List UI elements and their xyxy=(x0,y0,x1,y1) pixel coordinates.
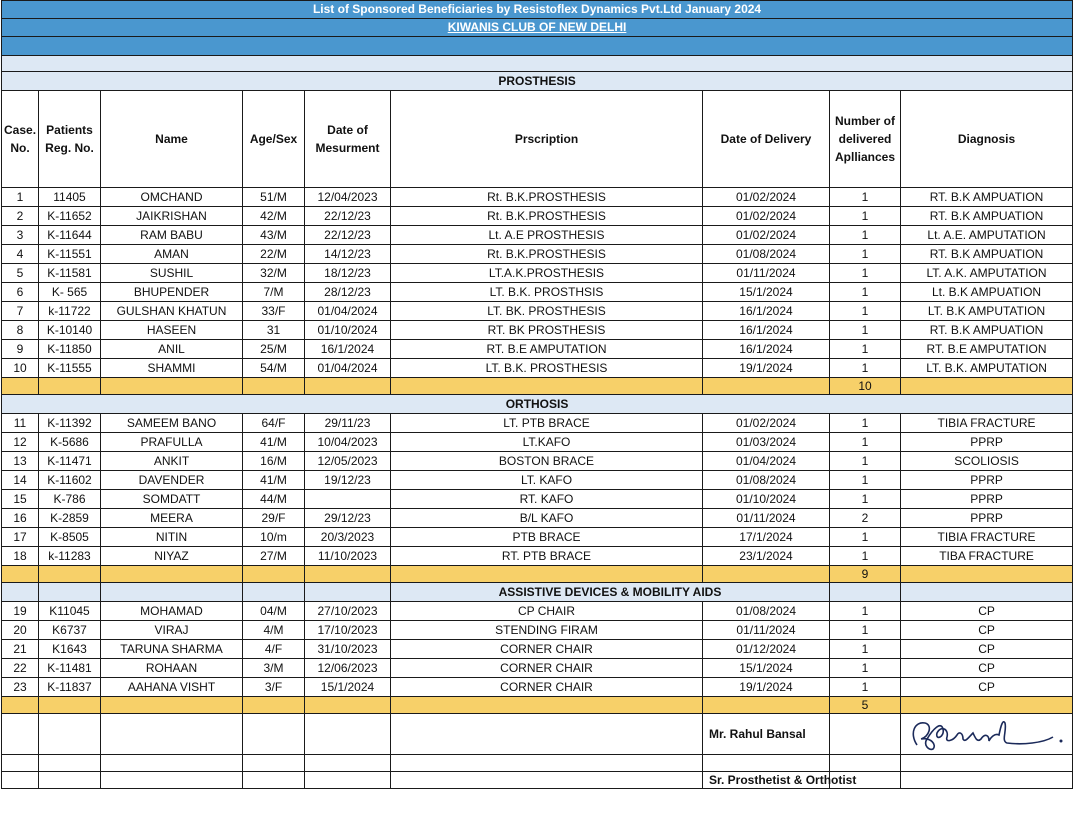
cell-diagnosis: LT. A.K. AMPUTATION xyxy=(901,264,1073,283)
col-header-date-delivery: Date of Delivery xyxy=(703,91,830,188)
cell-reg-no: K11045 xyxy=(39,602,101,621)
cell-reg-no: K-11392 xyxy=(39,414,101,433)
cell-name: JAIKRISHAN xyxy=(101,207,243,226)
col-header-date-measurement: Date of Mesurment xyxy=(305,91,391,188)
table-row xyxy=(2,226,1073,245)
cell-num-appliances: 2 xyxy=(830,509,901,528)
cell-reg-no: K-11481 xyxy=(39,659,101,678)
cell-num-appliances: 1 xyxy=(830,414,901,433)
cell-reg-no: K-8505 xyxy=(39,528,101,547)
cell-num-appliances: 1 xyxy=(830,490,901,509)
table-row xyxy=(2,659,1073,678)
cell-date-measurement: 28/12/23 xyxy=(305,283,391,302)
cell-age-sex: 04/M xyxy=(243,602,305,621)
cell-num-appliances: 1 xyxy=(830,207,901,226)
cell-num-appliances: 1 xyxy=(830,245,901,264)
cell-age-sex: 29/F xyxy=(243,509,305,528)
handwritten-signature xyxy=(903,715,1070,753)
cell-reg-no: K-11555 xyxy=(39,359,101,378)
cell-name: SHAMMI xyxy=(101,359,243,378)
section-total-value: 10 xyxy=(830,378,901,395)
cell-age-sex: 33/F xyxy=(243,302,305,321)
cell-num-appliances: 1 xyxy=(830,528,901,547)
table-row xyxy=(2,321,1073,340)
cell-num-appliances: 1 xyxy=(830,678,901,697)
cell-num-appliances: 1 xyxy=(830,302,901,321)
section-total-row xyxy=(2,566,1073,583)
cell-case-no: 4 xyxy=(2,245,39,264)
cell-prescription: RT. BK PROSTHESIS xyxy=(391,321,703,340)
cell-num-appliances: 1 xyxy=(830,188,901,207)
cell-name: NITIN xyxy=(101,528,243,547)
cell-date-delivery: 01/11/2024 xyxy=(703,509,830,528)
cell-name: AAHANA VISHT xyxy=(101,678,243,697)
cell-date-delivery: 19/1/2024 xyxy=(703,359,830,378)
cell-prescription: LT. KAFO xyxy=(391,471,703,490)
table-row xyxy=(2,471,1073,490)
cell-reg-no: K-11471 xyxy=(39,452,101,471)
cell-prescription: CORNER CHAIR xyxy=(391,640,703,659)
cell-case-no: 9 xyxy=(2,340,39,359)
cell-date-delivery: 01/12/2024 xyxy=(703,640,830,659)
cell-diagnosis: Lt. B.K AMPUATION xyxy=(901,283,1073,302)
cell-age-sex: 22/M xyxy=(243,245,305,264)
cell-prescription: Rt. B.K.PROSTHESIS xyxy=(391,245,703,264)
report-title: List of Sponsored Beneficiaries by Resistoflex Dynamics Pvt.Ltd January 2024 xyxy=(2,1,1073,19)
cell-prescription: BOSTON BRACE xyxy=(391,452,703,471)
cell-date-delivery: 01/11/2024 xyxy=(703,264,830,283)
cell-num-appliances: 1 xyxy=(830,264,901,283)
cell-name: NIYAZ xyxy=(101,547,243,566)
cell-case-no: 16 xyxy=(2,509,39,528)
cell-date-measurement: 27/10/2023 xyxy=(305,602,391,621)
light-band-row xyxy=(2,56,1073,72)
cell-case-no: 6 xyxy=(2,283,39,302)
cell-name: VIRAJ xyxy=(101,621,243,640)
cell-date-measurement: 11/10/2023 xyxy=(305,547,391,566)
cell-date-measurement: 22/12/23 xyxy=(305,226,391,245)
cell-name: MOHAMAD xyxy=(101,602,243,621)
cell-num-appliances: 1 xyxy=(830,547,901,566)
cell-name: TARUNA SHARMA xyxy=(101,640,243,659)
cell-diagnosis: CP xyxy=(901,678,1073,697)
signature-cell xyxy=(901,714,1073,755)
cell-age-sex: 25/M xyxy=(243,340,305,359)
cell-prescription: CORNER CHAIR xyxy=(391,678,703,697)
section-total-value: 5 xyxy=(830,697,901,714)
cell-case-no: 3 xyxy=(2,226,39,245)
cell-num-appliances: 1 xyxy=(830,359,901,378)
cell-date-delivery: 01/08/2024 xyxy=(703,602,830,621)
table-row xyxy=(2,490,1073,509)
cell-reg-no: k-11722 xyxy=(39,302,101,321)
cell-date-measurement: 14/12/23 xyxy=(305,245,391,264)
cell-diagnosis: PPRP xyxy=(901,509,1073,528)
cell-case-no: 11 xyxy=(2,414,39,433)
table-row xyxy=(2,452,1073,471)
cell-num-appliances: 1 xyxy=(830,340,901,359)
cell-case-no: 21 xyxy=(2,640,39,659)
cell-name: HASEEN xyxy=(101,321,243,340)
cell-age-sex: 31 xyxy=(243,321,305,340)
cell-reg-no: K-11837 xyxy=(39,678,101,697)
cell-reg-no: K6737 xyxy=(39,621,101,640)
cell-num-appliances: 1 xyxy=(830,433,901,452)
signatory-designation: Sr. Prosthetist & Orthotist xyxy=(703,772,830,789)
section-total-row xyxy=(2,378,1073,395)
section-header xyxy=(2,583,1073,602)
cell-num-appliances: 1 xyxy=(830,602,901,621)
cell-date-delivery: 16/1/2024 xyxy=(703,302,830,321)
cell-age-sex: 41/M xyxy=(243,433,305,452)
cell-date-measurement: 12/05/2023 xyxy=(305,452,391,471)
cell-date-measurement: 29/12/23 xyxy=(305,509,391,528)
table-row xyxy=(2,302,1073,321)
cell-date-delivery: 01/04/2024 xyxy=(703,452,830,471)
cell-reg-no: k-11283 xyxy=(39,547,101,566)
cell-num-appliances: 1 xyxy=(830,321,901,340)
cell-diagnosis: CP xyxy=(901,640,1073,659)
cell-date-measurement: 17/10/2023 xyxy=(305,621,391,640)
cell-reg-no: K-11644 xyxy=(39,226,101,245)
beneficiaries-table xyxy=(1,0,1073,789)
table-row xyxy=(2,528,1073,547)
cell-prescription: CORNER CHAIR xyxy=(391,659,703,678)
cell-date-delivery: 01/08/2024 xyxy=(703,471,830,490)
section-total-value: 9 xyxy=(830,566,901,583)
cell-date-measurement: 12/04/2023 xyxy=(305,188,391,207)
cell-reg-no: K-11551 xyxy=(39,245,101,264)
cell-reg-no: K1643 xyxy=(39,640,101,659)
cell-reg-no: K-10140 xyxy=(39,321,101,340)
cell-num-appliances: 1 xyxy=(830,283,901,302)
cell-name: AMAN xyxy=(101,245,243,264)
cell-case-no: 12 xyxy=(2,433,39,452)
cell-date-measurement: 01/10/2024 xyxy=(305,321,391,340)
cell-age-sex: 7/M xyxy=(243,283,305,302)
cell-date-delivery: 01/02/2024 xyxy=(703,414,830,433)
cell-prescription: Rt. B.K.PROSTHESIS xyxy=(391,207,703,226)
cell-case-no: 18 xyxy=(2,547,39,566)
cell-case-no: 15 xyxy=(2,490,39,509)
signature-row xyxy=(2,714,1073,755)
table-row xyxy=(2,602,1073,621)
cell-reg-no: K-5686 xyxy=(39,433,101,452)
col-header-prescription: Prscription xyxy=(391,91,703,188)
club-row xyxy=(2,19,1073,37)
table-row xyxy=(2,678,1073,697)
cell-date-delivery: 01/03/2024 xyxy=(703,433,830,452)
cell-diagnosis: TIBIA FRACTURE xyxy=(901,528,1073,547)
cell-diagnosis: RT. B.K AMPUATION xyxy=(901,321,1073,340)
cell-num-appliances: 1 xyxy=(830,452,901,471)
col-header-diagnosis: Diagnosis xyxy=(901,91,1073,188)
cell-date-delivery: 15/1/2024 xyxy=(703,283,830,302)
cell-date-delivery: 17/1/2024 xyxy=(703,528,830,547)
cell-case-no: 19 xyxy=(2,602,39,621)
cell-diagnosis: LT. B.K. AMPUTATION xyxy=(901,359,1073,378)
cell-num-appliances: 1 xyxy=(830,621,901,640)
cell-date-delivery: 19/1/2024 xyxy=(703,678,830,697)
cell-date-measurement: 01/04/2024 xyxy=(305,359,391,378)
table-row xyxy=(2,188,1073,207)
cell-case-no: 1 xyxy=(2,188,39,207)
cell-diagnosis: Lt. A.E. AMPUTATION xyxy=(901,226,1073,245)
spacer-row xyxy=(2,755,1073,772)
cell-age-sex: 4/F xyxy=(243,640,305,659)
cell-date-measurement: 10/04/2023 xyxy=(305,433,391,452)
cell-date-measurement: 22/12/23 xyxy=(305,207,391,226)
blank-banner-row xyxy=(2,37,1073,56)
cell-name: OMCHAND xyxy=(101,188,243,207)
cell-case-no: 5 xyxy=(2,264,39,283)
cell-prescription: RT. KAFO xyxy=(391,490,703,509)
cell-reg-no: K-11602 xyxy=(39,471,101,490)
cell-diagnosis: LT. B.K AMPUTATION xyxy=(901,302,1073,321)
table-row xyxy=(2,207,1073,226)
table-row xyxy=(2,245,1073,264)
cell-name: SOMDATT xyxy=(101,490,243,509)
table-row xyxy=(2,359,1073,378)
cell-case-no: 22 xyxy=(2,659,39,678)
cell-prescription: RT. B.E AMPUTATION xyxy=(391,340,703,359)
section-title: ASSISTIVE DEVICES & MOBILITY AIDS xyxy=(391,583,830,602)
cell-name: SUSHIL xyxy=(101,264,243,283)
cell-prescription: LT. PTB BRACE xyxy=(391,414,703,433)
cell-prescription: LT. BK. PROSTHESIS xyxy=(391,302,703,321)
cell-date-delivery: 16/1/2024 xyxy=(703,321,830,340)
cell-date-delivery: 01/02/2024 xyxy=(703,226,830,245)
cell-age-sex: 3/F xyxy=(243,678,305,697)
cell-reg-no: 11405 xyxy=(39,188,101,207)
club-name: KIWANIS CLUB OF NEW DELHI xyxy=(447,20,627,34)
cell-age-sex: 42/M xyxy=(243,207,305,226)
cell-num-appliances: 1 xyxy=(830,226,901,245)
cell-name: SAMEEM BANO xyxy=(101,414,243,433)
cell-diagnosis: CP xyxy=(901,602,1073,621)
table-row xyxy=(2,621,1073,640)
table-row xyxy=(2,640,1073,659)
cell-case-no: 17 xyxy=(2,528,39,547)
cell-prescription: LT.KAFO xyxy=(391,433,703,452)
table-row xyxy=(2,264,1073,283)
cell-prescription: LT. B.K. PROSTHESIS xyxy=(391,359,703,378)
cell-name: ANKIT xyxy=(101,452,243,471)
cell-age-sex: 3/M xyxy=(243,659,305,678)
section-header-prosthesis xyxy=(2,72,1073,91)
cell-reg-no: K-2859 xyxy=(39,509,101,528)
cell-prescription: LT.A.K.PROSTHESIS xyxy=(391,264,703,283)
cell-diagnosis: CP xyxy=(901,659,1073,678)
cell-name: DAVENDER xyxy=(101,471,243,490)
cell-age-sex: 10/m xyxy=(243,528,305,547)
cell-date-delivery: 01/10/2024 xyxy=(703,490,830,509)
section-total-row xyxy=(2,697,1073,714)
col-header-age-sex: Age/Sex xyxy=(243,91,305,188)
col-header-reg-no: Patients Reg. No. xyxy=(39,91,101,188)
cell-reg-no: K-11850 xyxy=(39,340,101,359)
cell-reg-no: K-786 xyxy=(39,490,101,509)
column-header-row xyxy=(2,91,1073,188)
cell-diagnosis: CP xyxy=(901,621,1073,640)
table-row xyxy=(2,414,1073,433)
cell-diagnosis: PPRP xyxy=(901,490,1073,509)
cell-prescription: B/L KAFO xyxy=(391,509,703,528)
cell-date-measurement: 12/06/2023 xyxy=(305,659,391,678)
cell-date-delivery: 01/08/2024 xyxy=(703,245,830,264)
cell-name: ANIL xyxy=(101,340,243,359)
designation-row xyxy=(2,772,1073,789)
cell-date-measurement xyxy=(305,490,391,509)
cell-prescription: Lt. A.E PROSTHESIS xyxy=(391,226,703,245)
cell-diagnosis: PPRP xyxy=(901,433,1073,452)
cell-date-measurement: 20/3/2023 xyxy=(305,528,391,547)
cell-case-no: 8 xyxy=(2,321,39,340)
signatory-name: Mr. Rahul Bansal xyxy=(703,714,830,755)
cell-reg-no: K-11581 xyxy=(39,264,101,283)
cell-diagnosis: RT. B.E AMPUTATION xyxy=(901,340,1073,359)
cell-case-no: 14 xyxy=(2,471,39,490)
cell-reg-no: K-11652 xyxy=(39,207,101,226)
cell-date-delivery: 23/1/2024 xyxy=(703,547,830,566)
cell-diagnosis: TIBA FRACTURE xyxy=(901,547,1073,566)
cell-age-sex: 16/M xyxy=(243,452,305,471)
section-title: ORTHOSIS xyxy=(2,395,1073,414)
cell-num-appliances: 1 xyxy=(830,659,901,678)
cell-case-no: 13 xyxy=(2,452,39,471)
section-title: PROSTHESIS xyxy=(2,72,1073,91)
table-row xyxy=(2,547,1073,566)
cell-reg-no: K- 565 xyxy=(39,283,101,302)
cell-prescription: RT. PTB BRACE xyxy=(391,547,703,566)
cell-case-no: 20 xyxy=(2,621,39,640)
cell-date-measurement: 16/1/2024 xyxy=(305,340,391,359)
cell-name: RAM BABU xyxy=(101,226,243,245)
cell-case-no: 7 xyxy=(2,302,39,321)
cell-date-measurement: 31/10/2023 xyxy=(305,640,391,659)
cell-diagnosis: RT. B.K AMPUATION xyxy=(901,188,1073,207)
section-header xyxy=(2,395,1073,414)
cell-date-delivery: 01/02/2024 xyxy=(703,207,830,226)
cell-date-measurement: 19/12/23 xyxy=(305,471,391,490)
cell-date-measurement: 29/11/23 xyxy=(305,414,391,433)
cell-date-delivery: 16/1/2024 xyxy=(703,340,830,359)
cell-date-delivery: 15/1/2024 xyxy=(703,659,830,678)
cell-case-no: 23 xyxy=(2,678,39,697)
table-row xyxy=(2,283,1073,302)
cell-case-no: 10 xyxy=(2,359,39,378)
cell-name: BHUPENDER xyxy=(101,283,243,302)
cell-name: MEERA xyxy=(101,509,243,528)
cell-age-sex: 44/M xyxy=(243,490,305,509)
cell-date-delivery: 01/11/2024 xyxy=(703,621,830,640)
cell-diagnosis: RT. B.K AMPUATION xyxy=(901,245,1073,264)
cell-age-sex: 64/F xyxy=(243,414,305,433)
cell-prescription: STENDING FIRAM xyxy=(391,621,703,640)
cell-name: ROHAAN xyxy=(101,659,243,678)
cell-case-no: 2 xyxy=(2,207,39,226)
cell-age-sex: 41/M xyxy=(243,471,305,490)
cell-age-sex: 43/M xyxy=(243,226,305,245)
cell-name: PRAFULLA xyxy=(101,433,243,452)
title-row xyxy=(2,1,1073,19)
cell-age-sex: 54/M xyxy=(243,359,305,378)
cell-diagnosis: PPRP xyxy=(901,471,1073,490)
col-header-name: Name xyxy=(101,91,243,188)
table-row xyxy=(2,433,1073,452)
cell-date-measurement: 15/1/2024 xyxy=(305,678,391,697)
cell-date-delivery: 01/02/2024 xyxy=(703,188,830,207)
col-header-case-no: Case. No. xyxy=(2,91,39,188)
cell-date-measurement: 01/04/2024 xyxy=(305,302,391,321)
cell-prescription: CP CHAIR xyxy=(391,602,703,621)
cell-age-sex: 51/M xyxy=(243,188,305,207)
cell-name: GULSHAN KHATUN xyxy=(101,302,243,321)
table-row xyxy=(2,509,1073,528)
cell-prescription: PTB BRACE xyxy=(391,528,703,547)
cell-prescription: LT. B.K. PROSTHSIS xyxy=(391,283,703,302)
cell-diagnosis: TIBIA FRACTURE xyxy=(901,414,1073,433)
cell-age-sex: 4/M xyxy=(243,621,305,640)
cell-date-measurement: 18/12/23 xyxy=(305,264,391,283)
cell-age-sex: 27/M xyxy=(243,547,305,566)
cell-prescription: Rt. B.K.PROSTHESIS xyxy=(391,188,703,207)
cell-diagnosis: RT. B.K AMPUATION xyxy=(901,207,1073,226)
cell-age-sex: 32/M xyxy=(243,264,305,283)
cell-num-appliances: 1 xyxy=(830,640,901,659)
cell-num-appliances: 1 xyxy=(830,471,901,490)
table-row xyxy=(2,340,1073,359)
col-header-num-appliances: Number of delivered Aplliances xyxy=(830,91,901,188)
cell-diagnosis: SCOLIOSIS xyxy=(901,452,1073,471)
